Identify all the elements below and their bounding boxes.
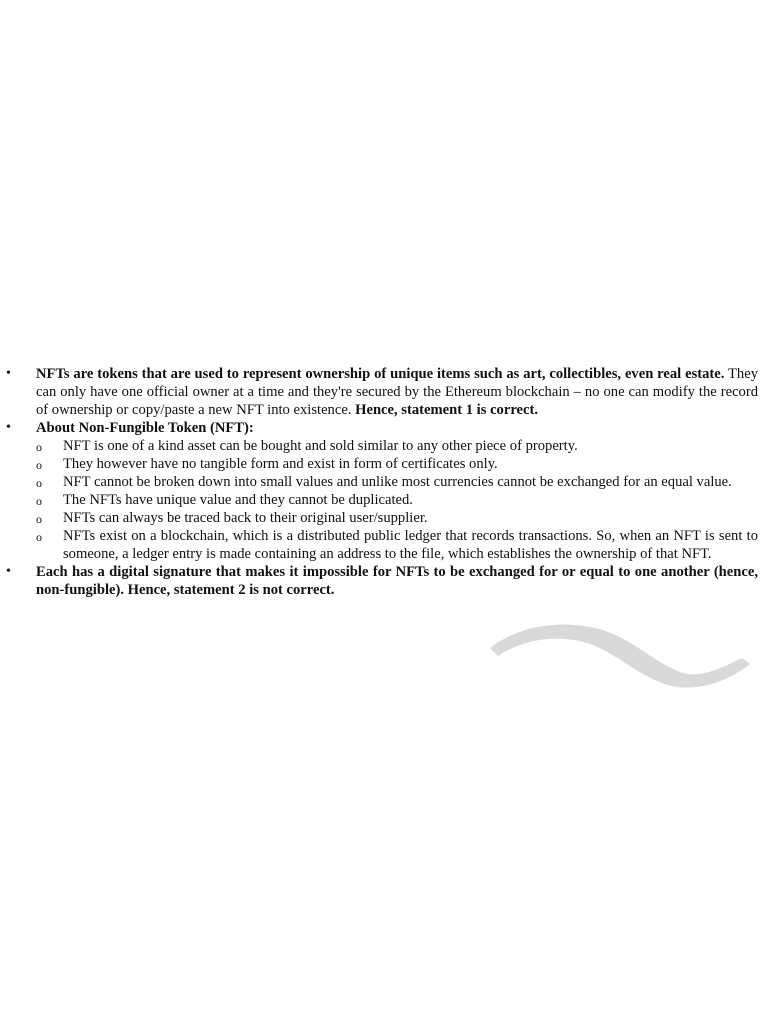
sub-bullet-marker: o: [36, 476, 42, 490]
sub-list-item: [36, 473, 758, 491]
sub-item-text: NFTs can always be traced back to their original user/supplier.: [63, 510, 428, 526]
sub-list-item: [36, 455, 758, 473]
sub-bullet-marker: o: [36, 440, 42, 454]
sub-bullet-marker: o: [36, 530, 42, 544]
main-bullet-list: [6, 365, 758, 599]
about-nft-sublist: [36, 437, 758, 563]
document-body: [6, 365, 758, 599]
sub-bullet-marker: o: [36, 494, 42, 508]
bullet-marker: •: [6, 564, 11, 579]
sub-item-text: They however have no tangible form and exist in form of certificates only.: [63, 456, 498, 472]
statement-2-conclusion: Each has a digital signature that makes it impossible for NFTs to be exchanged for or equal to one another (hence, non-fungible). Hence, statement 2 is not correct.: [36, 564, 758, 598]
nft-definition-bold: NFTs are tokens that are used to represent ownership of unique items such as art, collectibles, even real estate.: [36, 366, 725, 382]
sub-bullet-marker: o: [36, 512, 42, 526]
sub-item-text: NFT is one of a kind asset can be bought and sold similar to any other piece of property.: [63, 438, 578, 454]
bullet-marker: •: [6, 420, 11, 435]
sub-item-text: The NFTs have unique value and they cannot be duplicated.: [63, 492, 413, 508]
list-item-nft-definition: [6, 365, 758, 419]
sub-list-item: [36, 527, 758, 563]
nft-definition-body: They can only have one official owner at a time and they're secured by the Ethereum blockchain – no one can modify the record of ownership or copy/paste a new NFT into existence.: [36, 366, 759, 418]
statement-1-conclusion: Hence, statement 1 is correct.: [355, 402, 538, 418]
list-item-about-nft: [6, 419, 758, 563]
sub-bullet-marker: o: [36, 458, 42, 472]
about-nft-heading: About Non-Fungible Token (NFT):: [36, 420, 254, 436]
list-item-digital-signature: [6, 563, 758, 599]
sub-list-item: [36, 491, 758, 509]
watermark-arc: [490, 624, 750, 687]
sub-item-text: NFTs exist on a blockchain, which is a distributed public ledger that records transactions. So, when an NFT is sent to someone, a ledger entry is made containing an address to the file, which establishes the ownership of that NFT.: [63, 528, 758, 562]
sub-list-item: [36, 437, 758, 455]
sub-list-item: [36, 509, 758, 527]
bullet-marker: •: [6, 366, 11, 381]
sub-item-text: NFT cannot be broken down into small values and unlike most currencies cannot be exchanged for an equal value.: [63, 474, 732, 490]
watermark-logo: [480, 600, 760, 690]
